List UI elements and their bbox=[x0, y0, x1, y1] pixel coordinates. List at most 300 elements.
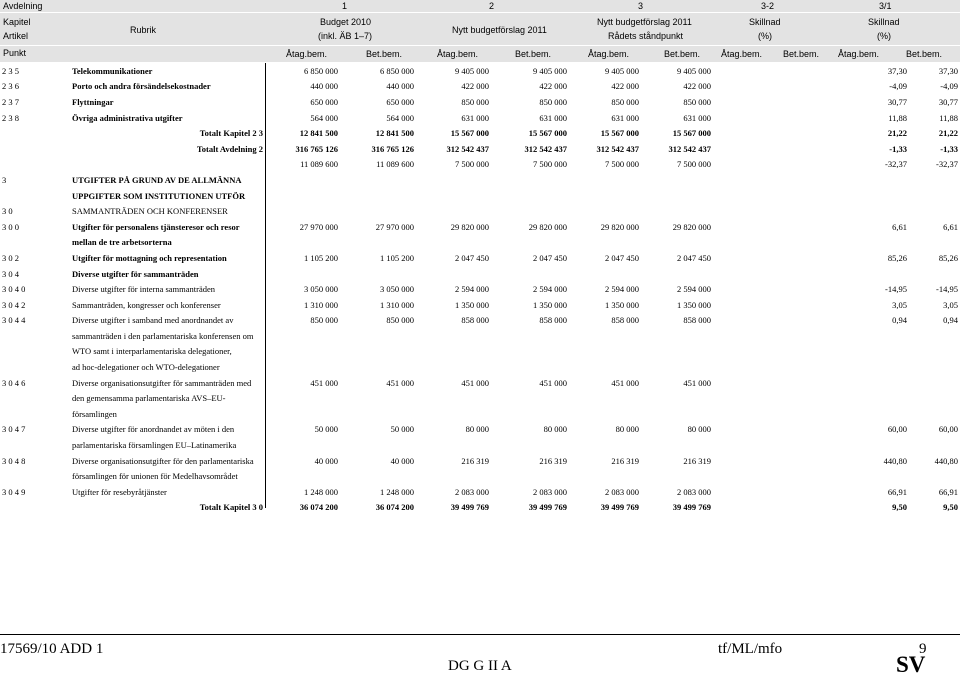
row-label: Diverse utgifter för sammanträden bbox=[72, 268, 199, 279]
col1-title-a: Budget 2010 bbox=[320, 17, 372, 27]
cell-value bbox=[769, 203, 828, 219]
cell-value: 850 000 bbox=[683, 96, 711, 107]
cell-value: 564 000 bbox=[386, 112, 414, 123]
cell-value: 6 850 000 bbox=[304, 65, 338, 76]
cell-value bbox=[416, 344, 491, 360]
cell-value: 631 000 bbox=[461, 112, 489, 123]
cell-value bbox=[769, 63, 828, 79]
cell-value bbox=[491, 344, 569, 360]
cell-value: 9 405 000 bbox=[677, 65, 711, 76]
cell-value bbox=[769, 141, 828, 157]
table-row bbox=[0, 63, 960, 79]
cell-value bbox=[641, 344, 713, 360]
col3-title-b: Rådets ståndpunkt bbox=[608, 31, 684, 41]
cell-value bbox=[491, 188, 569, 204]
cell-value bbox=[828, 359, 909, 375]
cell-value: 66,91 bbox=[938, 486, 958, 497]
cell-value: 30,77 bbox=[938, 96, 958, 107]
row-code: 3 0 4 6 bbox=[2, 377, 26, 388]
cell-value: 7 500 000 bbox=[605, 159, 639, 170]
cell-value: 11 089 600 bbox=[376, 159, 414, 170]
cell-value bbox=[769, 281, 828, 297]
cell-value: 7 500 000 bbox=[455, 159, 489, 170]
cell-value bbox=[769, 344, 828, 360]
row-label: Utgifter för resebyråtjänster bbox=[72, 486, 167, 497]
table-row bbox=[0, 157, 960, 173]
row-label: SAMMANTRÄDEN OCH KONFERENSER bbox=[72, 206, 228, 217]
cell-value: 1 105 200 bbox=[380, 252, 414, 263]
cell-value: 3,05 bbox=[943, 299, 958, 310]
cell-value: 2 083 000 bbox=[533, 486, 567, 497]
col5-title-b: (%) bbox=[877, 31, 891, 41]
cell-value bbox=[713, 468, 769, 484]
cell-value bbox=[769, 188, 828, 204]
cell-value: -14,95 bbox=[936, 284, 958, 295]
cell-value: 1 310 000 bbox=[380, 299, 414, 310]
budget-table bbox=[0, 63, 960, 515]
cell-value: 216 319 bbox=[683, 455, 711, 466]
cell-value: 858 000 bbox=[683, 315, 711, 326]
cell-value bbox=[909, 235, 960, 251]
cell-value: 12 841 500 bbox=[375, 128, 414, 139]
cell-value bbox=[340, 266, 416, 282]
cell-value bbox=[641, 437, 713, 453]
cell-value: 6,61 bbox=[892, 221, 907, 232]
row-code bbox=[0, 344, 70, 360]
cell-value bbox=[909, 344, 960, 360]
header-punkt: Punkt bbox=[3, 48, 27, 58]
table-row bbox=[0, 313, 960, 329]
cell-value bbox=[569, 406, 641, 422]
cell-value: 6 850 000 bbox=[380, 65, 414, 76]
cell-value bbox=[416, 359, 491, 375]
cell-value: 11,88 bbox=[939, 112, 958, 123]
subheader-atag: Åtag.bem. bbox=[588, 49, 630, 59]
row-label: UPPGIFTER SOM INSTITUTIONEN UTFÖR bbox=[72, 190, 246, 201]
cell-value bbox=[491, 437, 569, 453]
cell-value bbox=[340, 437, 416, 453]
cell-value: 440 000 bbox=[310, 81, 338, 92]
cell-value bbox=[909, 266, 960, 282]
cell-value: -1,33 bbox=[889, 143, 907, 154]
row-code: 3 bbox=[2, 174, 7, 185]
row-label: UTGIFTER PÅ GRUND AV DE ALLMÄNNA bbox=[72, 174, 242, 185]
cell-value bbox=[828, 390, 909, 406]
cell-value: 312 542 437 bbox=[596, 143, 639, 154]
cell-value: 50 000 bbox=[314, 424, 338, 435]
cell-value bbox=[828, 235, 909, 251]
row-code bbox=[0, 125, 70, 141]
header-kapitel: Kapitel bbox=[3, 17, 31, 27]
cell-value bbox=[769, 328, 828, 344]
table-row bbox=[0, 219, 960, 235]
cell-value bbox=[641, 359, 713, 375]
cell-value: 858 000 bbox=[461, 315, 489, 326]
cell-value: 440,80 bbox=[883, 455, 907, 466]
cell-value bbox=[340, 172, 416, 188]
row-label: Diverse utgifter för anordnandet av möten i den bbox=[72, 424, 235, 435]
cell-value bbox=[416, 390, 491, 406]
cell-value bbox=[769, 468, 828, 484]
row-label: Telekommunikationer bbox=[72, 65, 153, 76]
cell-value: 40 000 bbox=[314, 455, 338, 466]
cell-value: 631 000 bbox=[539, 112, 567, 123]
row-code: 3 0 4 8 bbox=[2, 455, 26, 466]
table-header bbox=[0, 0, 960, 62]
cell-value bbox=[416, 406, 491, 422]
cell-value bbox=[828, 328, 909, 344]
cell-value: 216 319 bbox=[611, 455, 639, 466]
column-divider bbox=[265, 63, 266, 508]
cell-value bbox=[828, 266, 909, 282]
cell-value: 80 000 bbox=[687, 424, 711, 435]
cell-value: 631 000 bbox=[683, 112, 711, 123]
cell-value bbox=[491, 406, 569, 422]
cell-value: 1 350 000 bbox=[677, 299, 711, 310]
cell-value bbox=[828, 203, 909, 219]
table-row bbox=[0, 437, 960, 453]
cell-value bbox=[265, 406, 340, 422]
row-label: sammanträden i den parlamentariska konferensen om bbox=[72, 330, 254, 341]
col5-number: 3/1 bbox=[879, 1, 892, 11]
cell-value: 650 000 bbox=[386, 96, 414, 107]
row-label: församlingen för unionen för Medelhavsområdet bbox=[72, 471, 238, 482]
cell-value: 40 000 bbox=[390, 455, 414, 466]
table-row bbox=[0, 203, 960, 219]
table-row bbox=[0, 266, 960, 282]
cell-value bbox=[909, 359, 960, 375]
cell-value bbox=[491, 328, 569, 344]
table-row bbox=[0, 375, 960, 391]
cell-value: 0,94 bbox=[943, 315, 958, 326]
cell-value: 60,00 bbox=[938, 424, 958, 435]
cell-value bbox=[265, 188, 340, 204]
cell-value bbox=[769, 422, 828, 438]
cell-value bbox=[713, 235, 769, 251]
col1-title-b: (inkl. ÄB 1–7) bbox=[318, 31, 373, 41]
row-label: parlamentariska församlingen EU–Latinamerika bbox=[72, 440, 237, 451]
cell-value bbox=[769, 266, 828, 282]
cell-value: 1 105 200 bbox=[304, 252, 338, 263]
cell-value: 9,50 bbox=[892, 502, 907, 513]
cell-value: 21,22 bbox=[938, 128, 958, 139]
page-number: 9 bbox=[919, 641, 927, 657]
row-code: 3 0 4 7 bbox=[2, 424, 26, 435]
col3-title-a: Nytt budgetförslag 2011 bbox=[597, 17, 692, 27]
cell-value bbox=[769, 359, 828, 375]
cell-value: 1 350 000 bbox=[605, 299, 639, 310]
col4-number: 3-2 bbox=[761, 1, 775, 11]
subheader-bet: Bet.bem. bbox=[783, 49, 820, 59]
header-rubrik: Rubrik bbox=[130, 25, 157, 35]
cell-value bbox=[491, 359, 569, 375]
row-code bbox=[0, 437, 70, 453]
cell-value: 1 248 000 bbox=[304, 486, 338, 497]
cell-value: 21,22 bbox=[887, 128, 907, 139]
cell-value: 858 000 bbox=[539, 315, 567, 326]
cell-value bbox=[713, 313, 769, 329]
cell-value: 29 820 000 bbox=[528, 221, 567, 232]
cell-value: 85,26 bbox=[938, 252, 958, 263]
row-code bbox=[0, 141, 70, 157]
cell-value: 39 499 769 bbox=[672, 502, 711, 513]
row-code: 2 3 8 bbox=[2, 112, 19, 123]
cell-value: 15 567 000 bbox=[600, 128, 639, 139]
cell-value: 29 820 000 bbox=[450, 221, 489, 232]
cell-value bbox=[265, 203, 340, 219]
cell-value bbox=[265, 437, 340, 453]
doc-reference: 17569/10 ADD 1 bbox=[0, 641, 104, 657]
cell-value bbox=[641, 328, 713, 344]
cell-value bbox=[416, 172, 491, 188]
cell-value: 1 350 000 bbox=[455, 299, 489, 310]
cell-value: 850 000 bbox=[611, 96, 639, 107]
cell-value: 440,80 bbox=[934, 455, 958, 466]
cell-value: 15 567 000 bbox=[450, 128, 489, 139]
cell-value: -4,09 bbox=[889, 81, 907, 92]
table-row bbox=[0, 328, 960, 344]
cell-value bbox=[641, 266, 713, 282]
cell-value: 9 405 000 bbox=[455, 65, 489, 76]
cell-value: 85,26 bbox=[887, 252, 907, 263]
cell-value bbox=[713, 172, 769, 188]
cell-value bbox=[265, 359, 340, 375]
cell-value bbox=[340, 468, 416, 484]
cell-value bbox=[909, 437, 960, 453]
row-code: 3 0 bbox=[2, 206, 13, 217]
cell-value: 451 000 bbox=[461, 377, 489, 388]
cell-value bbox=[828, 344, 909, 360]
table-row bbox=[0, 359, 960, 375]
row-code bbox=[0, 359, 70, 375]
subheader-atag: Åtag.bem. bbox=[721, 49, 763, 59]
cell-value: 216 319 bbox=[539, 455, 567, 466]
col4-title-a: Skillnad bbox=[749, 17, 781, 27]
subheader-bet: Bet.bem. bbox=[664, 49, 701, 59]
cell-value bbox=[713, 125, 769, 141]
cell-value bbox=[569, 188, 641, 204]
cell-value: -4,09 bbox=[940, 81, 958, 92]
cell-value: 440 000 bbox=[386, 81, 414, 92]
cell-value bbox=[769, 94, 828, 110]
row-label: Diverse organisationsutgifter för den parlamentariska bbox=[72, 455, 254, 466]
table-row bbox=[0, 484, 960, 500]
row-label: Flyttningar bbox=[72, 96, 114, 107]
cell-value bbox=[713, 453, 769, 469]
cell-value: 2 047 450 bbox=[533, 252, 567, 263]
cell-value: 9,50 bbox=[943, 502, 958, 513]
cell-value: 11 089 600 bbox=[300, 159, 338, 170]
cell-value: 0,94 bbox=[892, 315, 907, 326]
table-row bbox=[0, 250, 960, 266]
cell-value bbox=[713, 94, 769, 110]
cell-value: 39 499 769 bbox=[600, 502, 639, 513]
cell-value bbox=[769, 157, 828, 173]
cell-value bbox=[569, 266, 641, 282]
cell-value: 37,30 bbox=[938, 65, 958, 76]
row-code bbox=[0, 500, 70, 516]
row-label: Porto och andra försändelsekostnader bbox=[72, 81, 211, 92]
cell-value: 50 000 bbox=[390, 424, 414, 435]
cell-value: 2 083 000 bbox=[605, 486, 639, 497]
cell-value: 850 000 bbox=[310, 315, 338, 326]
cell-value bbox=[909, 468, 960, 484]
subheader-bet: Bet.bem. bbox=[366, 49, 403, 59]
cell-value bbox=[569, 203, 641, 219]
table-row bbox=[0, 453, 960, 469]
table-row bbox=[0, 188, 960, 204]
row-code bbox=[0, 157, 70, 173]
cell-value: 1 310 000 bbox=[304, 299, 338, 310]
cell-value bbox=[265, 468, 340, 484]
cell-value: 3 050 000 bbox=[380, 284, 414, 295]
cell-value bbox=[340, 390, 416, 406]
subheader-atag: Åtag.bem. bbox=[437, 49, 479, 59]
cell-value: 39 499 769 bbox=[528, 502, 567, 513]
col2-title: Nytt budgetförslag 2011 bbox=[452, 25, 547, 35]
row-label: Diverse organisationsutgifter för sammanträden med bbox=[72, 377, 252, 388]
cell-value: 80 000 bbox=[543, 424, 567, 435]
subheader-bet: Bet.bem. bbox=[906, 49, 943, 59]
cell-value bbox=[769, 406, 828, 422]
row-label: Diverse utgifter för interna sammanträden bbox=[72, 284, 216, 295]
cell-value: 312 542 437 bbox=[668, 143, 711, 154]
cell-value bbox=[909, 375, 960, 391]
cell-value bbox=[713, 297, 769, 313]
cell-value: 451 000 bbox=[683, 377, 711, 388]
cell-value bbox=[769, 500, 828, 516]
cell-value: 1 350 000 bbox=[533, 299, 567, 310]
cell-value bbox=[769, 250, 828, 266]
cell-value bbox=[416, 266, 491, 282]
cell-value bbox=[769, 219, 828, 235]
row-label: den gemensamma parlamentariska AVS–EU- bbox=[72, 393, 226, 404]
cell-value bbox=[569, 437, 641, 453]
cell-value: 9 405 000 bbox=[533, 65, 567, 76]
cell-value bbox=[265, 235, 340, 251]
cell-value bbox=[340, 344, 416, 360]
cell-value: 451 000 bbox=[539, 377, 567, 388]
cell-value bbox=[828, 188, 909, 204]
cell-value bbox=[491, 266, 569, 282]
cell-value bbox=[909, 172, 960, 188]
table-row bbox=[0, 110, 960, 126]
cell-value: 9 405 000 bbox=[605, 65, 639, 76]
cell-value bbox=[569, 344, 641, 360]
cell-value bbox=[340, 235, 416, 251]
row-code: 2 3 6 bbox=[2, 81, 19, 92]
cell-value: 27 970 000 bbox=[375, 221, 414, 232]
cell-value: 2 047 450 bbox=[605, 252, 639, 263]
cell-value bbox=[828, 172, 909, 188]
cell-value bbox=[641, 235, 713, 251]
cell-value: -1,33 bbox=[940, 143, 958, 154]
subheader-atag: Åtag.bem. bbox=[286, 49, 328, 59]
cell-value: 2 594 000 bbox=[677, 284, 711, 295]
cell-value: -14,95 bbox=[885, 284, 907, 295]
cell-value bbox=[713, 110, 769, 126]
cell-value bbox=[265, 266, 340, 282]
row-label: ad hoc-delegationer och WTO-delegationer bbox=[72, 362, 220, 373]
row-code: 3 0 4 2 bbox=[2, 299, 26, 310]
cell-value: 3 050 000 bbox=[304, 284, 338, 295]
cell-value: 29 820 000 bbox=[600, 221, 639, 232]
row-total-label: Totalt Kapitel 2 3 bbox=[199, 128, 263, 139]
cell-value bbox=[769, 437, 828, 453]
cell-value: 39 499 769 bbox=[450, 502, 489, 513]
cell-value: 2 047 450 bbox=[455, 252, 489, 263]
cell-value: -32,37 bbox=[936, 159, 958, 170]
cell-value bbox=[769, 484, 828, 500]
cell-value bbox=[416, 188, 491, 204]
row-label: församlingen bbox=[72, 408, 117, 419]
cell-value bbox=[769, 453, 828, 469]
cell-value: 422 000 bbox=[461, 81, 489, 92]
cell-value bbox=[769, 313, 828, 329]
row-label: WTO samt i interparlamentariska delegationer, bbox=[72, 346, 232, 357]
cell-value bbox=[828, 468, 909, 484]
cell-value: 2 083 000 bbox=[677, 486, 711, 497]
cell-value bbox=[828, 375, 909, 391]
table-row bbox=[0, 406, 960, 422]
cell-value: 850 000 bbox=[461, 96, 489, 107]
table-row bbox=[0, 125, 960, 141]
cell-value bbox=[491, 390, 569, 406]
row-label: Sammanträden, kongresser och konferenser bbox=[72, 299, 221, 310]
row-code bbox=[0, 188, 70, 204]
cell-value: 631 000 bbox=[611, 112, 639, 123]
cell-value: 66,91 bbox=[887, 486, 907, 497]
cell-value bbox=[713, 437, 769, 453]
cell-value bbox=[416, 328, 491, 344]
col5-title-a: Skillnad bbox=[868, 17, 900, 27]
cell-value bbox=[340, 188, 416, 204]
cell-value bbox=[416, 235, 491, 251]
cell-value: 316 765 126 bbox=[371, 143, 414, 154]
row-code: 3 0 4 bbox=[2, 268, 19, 279]
table-row bbox=[0, 297, 960, 313]
cell-value: 60,00 bbox=[887, 424, 907, 435]
col2-number: 2 bbox=[489, 1, 495, 11]
row-code: 3 0 4 9 bbox=[2, 486, 26, 497]
cell-value bbox=[340, 406, 416, 422]
cell-value bbox=[713, 157, 769, 173]
cell-value bbox=[641, 172, 713, 188]
cell-value bbox=[265, 172, 340, 188]
row-code: 2 3 7 bbox=[2, 96, 19, 107]
cell-value: 858 000 bbox=[611, 315, 639, 326]
cell-value bbox=[713, 375, 769, 391]
cell-value bbox=[713, 484, 769, 500]
row-label bbox=[70, 157, 265, 173]
cell-value bbox=[769, 390, 828, 406]
cell-value bbox=[713, 328, 769, 344]
cell-value bbox=[265, 328, 340, 344]
cell-value bbox=[909, 406, 960, 422]
cell-value: 650 000 bbox=[310, 96, 338, 107]
cell-value bbox=[909, 203, 960, 219]
cell-value bbox=[340, 359, 416, 375]
col3-number: 3 bbox=[638, 1, 644, 11]
cell-value bbox=[569, 328, 641, 344]
table-row bbox=[0, 390, 960, 406]
cell-value bbox=[713, 390, 769, 406]
cell-value bbox=[569, 235, 641, 251]
cell-value: 2 594 000 bbox=[533, 284, 567, 295]
cell-value: 36 074 200 bbox=[375, 502, 414, 513]
cell-value: 422 000 bbox=[539, 81, 567, 92]
footer-rule bbox=[0, 634, 960, 635]
